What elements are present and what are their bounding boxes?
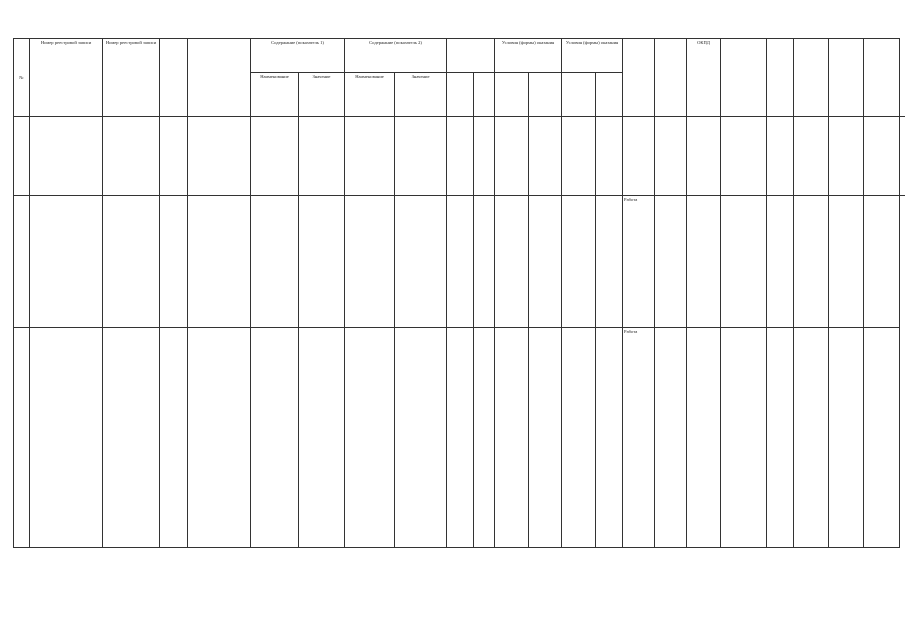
conditions-1-value [529, 196, 562, 328]
content-1-value [299, 196, 345, 328]
header-activity-kind [655, 39, 687, 117]
volume-indicators [864, 328, 900, 548]
header-regional-registry: Номер реестровой записи [103, 39, 160, 117]
header-content-2: Содержание (показатель 2) [345, 39, 447, 73]
legal-form [767, 328, 794, 548]
regional-registry-number [103, 328, 160, 548]
content-3-name [447, 328, 474, 548]
service-type: Работа [623, 196, 655, 328]
row-number [14, 196, 30, 328]
subheader-name: Наименование [251, 73, 299, 117]
subheader-value [529, 73, 562, 117]
header-registry-number: Номер реестровой записи [30, 39, 103, 117]
activity-type [721, 328, 767, 548]
content-3-value [474, 328, 495, 548]
header-volume-indicators [864, 39, 900, 117]
header-service-code [160, 39, 188, 117]
consumer-category [794, 196, 829, 328]
header-content-3 [447, 39, 495, 73]
service-code [160, 196, 188, 328]
conditions-2-name [562, 196, 596, 328]
registry-number [30, 196, 103, 328]
header-conditions-1: Условия (формы) оказания [495, 39, 562, 73]
subheader-value [474, 73, 495, 117]
subheader-value [596, 73, 623, 117]
conditions-1-name [495, 196, 529, 328]
header-okpd: ОКПД [687, 39, 721, 117]
registry-table [13, 38, 905, 548]
okpd-value [687, 328, 721, 548]
service-name [188, 328, 251, 548]
content-2-value [395, 328, 447, 548]
header-service-type [623, 39, 655, 117]
header-content-1: Содержание (показатель 1) [251, 39, 345, 73]
service-name [188, 196, 251, 328]
consumer-category [794, 328, 829, 548]
conditions-2-value [596, 196, 623, 328]
subheader-name [495, 73, 529, 117]
content-1-name [251, 328, 299, 548]
activity-kind [655, 196, 687, 328]
content-2-name [345, 328, 395, 548]
conditions-1-value [529, 328, 562, 548]
header-legal-form [767, 39, 794, 117]
header-consumer-category [794, 39, 829, 117]
quality-indicators [829, 328, 864, 548]
subheader-name: Наименование [345, 73, 395, 117]
subheader-name [562, 73, 596, 117]
content-3-value [474, 196, 495, 328]
table-row [14, 196, 905, 328]
service-type: Работа [623, 328, 655, 548]
header-activity-type [721, 39, 767, 117]
quality-indicators [829, 196, 864, 328]
subheader-value: Значение [395, 73, 447, 117]
conditions-2-name [562, 328, 596, 548]
conditions-2-value [596, 328, 623, 548]
empty-row [14, 117, 905, 196]
content-3-name [447, 196, 474, 328]
activity-kind [655, 328, 687, 548]
quality-note [864, 117, 900, 196]
row-number [14, 328, 30, 548]
service-code [160, 328, 188, 548]
legal-form [767, 196, 794, 328]
content-1-name [251, 196, 299, 328]
subheader-name [447, 73, 474, 117]
content-2-name [345, 196, 395, 328]
content-2-value [395, 196, 447, 328]
header-service-name [188, 39, 251, 117]
header-conditions-2: Условия (формы) оказания [562, 39, 623, 73]
registry-number [30, 328, 103, 548]
conditions-1-name [495, 328, 529, 548]
table-row [14, 328, 905, 548]
regional-registry-number [103, 196, 160, 328]
volume-indicators [864, 196, 900, 328]
header-quality-indicators [829, 39, 864, 117]
subheader-value: Значение [299, 73, 345, 117]
header-num: № [14, 39, 30, 117]
activity-type [721, 196, 767, 328]
content-1-value [299, 328, 345, 548]
okpd-value [687, 196, 721, 328]
registry-sheet [13, 38, 864, 548]
header-row [14, 39, 905, 73]
